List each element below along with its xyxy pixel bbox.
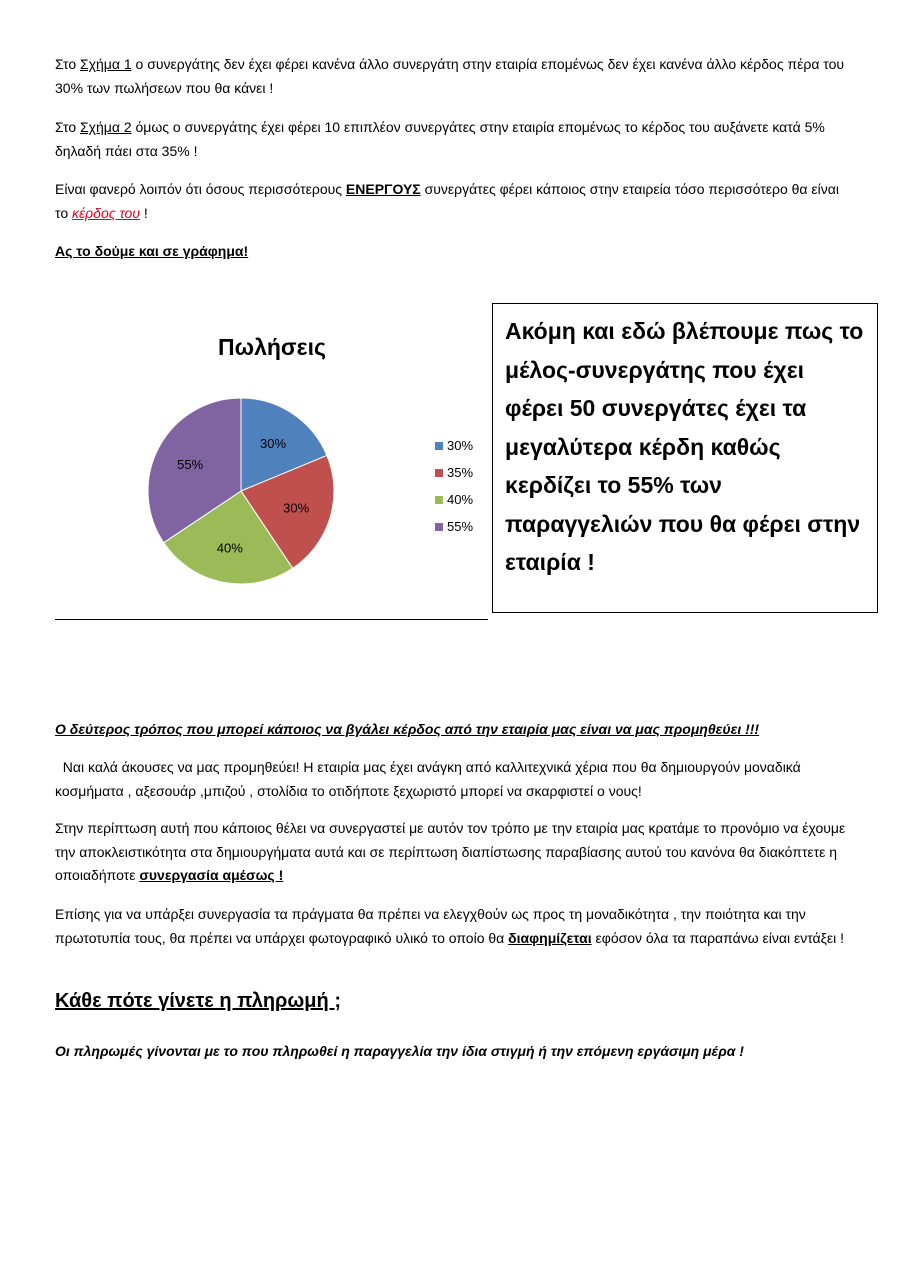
- figure-1-reference: Σχήμα 1: [80, 56, 132, 72]
- legend-label-1: 30%: [447, 438, 474, 453]
- cooperation-keyword: συνεργασία αμέσως !: [139, 867, 284, 883]
- legend-label-4: 55%: [447, 519, 474, 534]
- pie-data-label-4: 55%: [177, 456, 204, 472]
- legend-swatch-2: [435, 469, 443, 477]
- paragraph-quality: Επίσης για να υπάρξει συνεργασία τα πράγματα θα πρέπει να ελεγχθούν ως προς τη μοναδικότητα , την ποιότητα και την πρωτοτυπία τους, θα πρέπει να υπάρχει φωτογραφικό υλικό το οποίο θα διαφημίζεται εφόσον όλα τα παραπάνω είναι εντάξει !: [55, 906, 845, 946]
- pie-data-label-2: 30%: [283, 500, 310, 516]
- paragraph-exclusivity: Στην περίπτωση αυτή που κάποιος θέλει να συνεργαστεί με αυτόν τον τρόπο με την εταιρία μας κρατάμε το προνόμιο να έχουμε την αποκλειστικότητα στα δημιουργήματα αυτά και σε περίπτωση διαπίστωσης παραβίασης αυτού του κανόνα θα διακόπτετε η οποιαδήποτε συνεργασία αμέσως !: [55, 820, 846, 883]
- callout-text: Ακόμη και εδώ βλέπουμε πως το μέλος-συνεργάτης που έχει φέρει 50 συνεργάτες έχει τα μεγαλύτερα κέρδη καθώς κερδίζει το 55% των παραγγελιών που θα φέρει στην εταιρία !: [505, 318, 864, 575]
- legend-label-2: 35%: [447, 465, 474, 480]
- active-keyword: ΕΝΕΡΓΟΥΣ: [345, 181, 421, 197]
- profit-keyword: κέρδος του: [72, 204, 140, 221]
- pie-data-label-1: 30%: [260, 436, 287, 452]
- chart-title: Πωλήσεις: [218, 334, 326, 360]
- chart-underline: [55, 619, 488, 620]
- figure-2-reference: Σχήμα 2: [80, 119, 132, 135]
- sales-pie-chart: [55, 300, 488, 618]
- second-way-heading: Ο δεύτερος τρόπος που μπορεί κάποιος να βγάλει κέρδος από την εταιρία μας είναι να μας προμηθεύει !!!: [55, 721, 760, 737]
- chart-intro: Ας το δούμε και σε γράφημα!: [55, 243, 249, 259]
- paragraph-active-partners: Είναι φανερό λοιπόν ότι όσους περισσότερους ΕΝΕΡΓΟΥΣ συνεργάτες φέρει κάποιος στην εταιρεία τόσο περισσότερο θα είναι το κέρδος του !: [55, 181, 839, 221]
- paragraph-figure-2: Στο Σχήμα 2 όμως ο συνεργάτης έχει φέρει 10 επιπλέον συνεργάτες στην εταιρία επομένως το κέρδος του αυξάνετε κατά 5% δηλαδή πάει στα 35% !: [55, 119, 825, 159]
- paragraph-supply: Ναι καλά άκουσες να μας προμηθεύει! Η εταιρία μας έχει ανάγκη από καλλιτεχνικά χέρια που θα δημιουργούν μοναδικά κοσμήματα , αξεσουάρ ,μπιζού , στολίδια το οτιδήποτε ξεχωριστό μπορεί να σκαρφιστεί ο νους!: [55, 759, 805, 799]
- legend-label-3: 40%: [447, 492, 474, 507]
- payment-heading: Κάθε πότε γίνετε η πληρωμή ;: [55, 990, 341, 1012]
- legend-swatch-3: [435, 496, 443, 504]
- legend-swatch-1: [435, 442, 443, 450]
- pie-data-label-3: 40%: [216, 540, 243, 556]
- callout-box: [492, 303, 878, 613]
- paragraph-figure-1: Στο Σχήμα 1 ο συνεργάτης δεν έχει φέρει κανένα άλλο συνεργάτη στην εταιρία επομένως δεν έχει κανένα άλλο κέρδος πέρα του 30% των πωλήσεων που θα κάνει !: [55, 56, 845, 96]
- legend-swatch-4: [435, 523, 443, 531]
- payment-text: Οι πληρωμές γίνονται με το που πληρωθεί η παραγγελία την ίδια στιγμή ή την επόμενη εργάσιμη μέρα !: [55, 1043, 744, 1059]
- advertised-keyword: διαφημίζεται: [508, 929, 592, 946]
